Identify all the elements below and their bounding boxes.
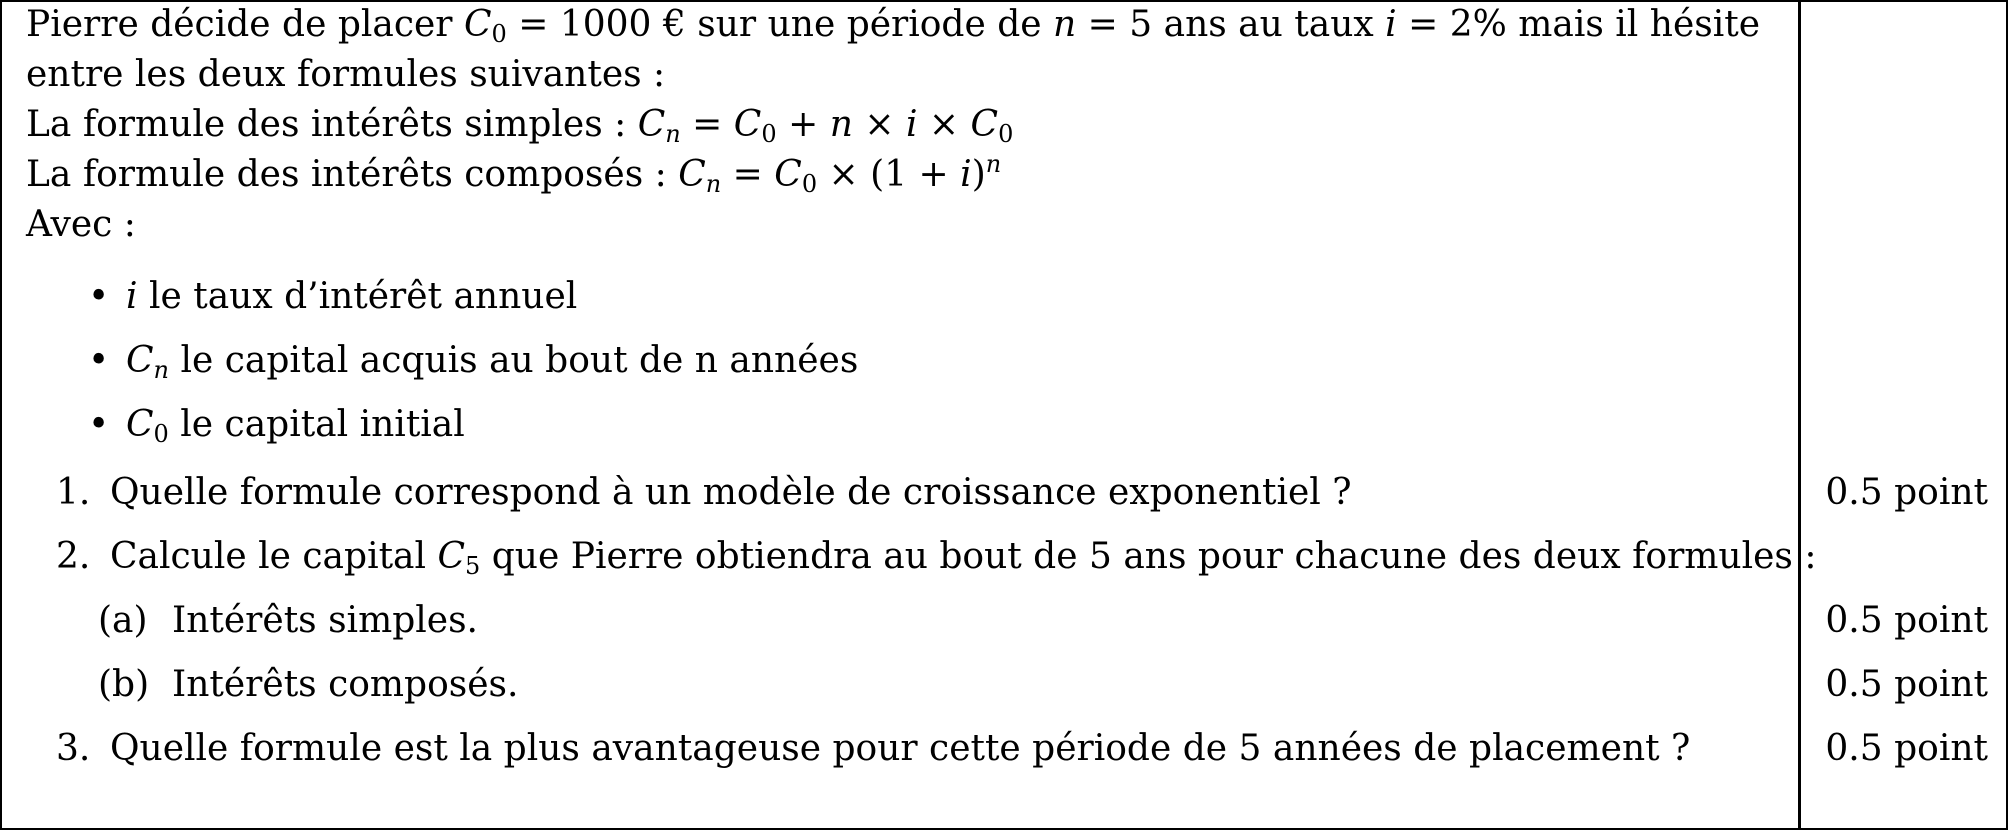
question-2 (56, 532, 1817, 582)
avec-label: Avec : (26, 204, 136, 245)
formula-subscript: 0 (761, 120, 777, 148)
question-text: que Pierre obtiendra au bout de 5 ans pour chacune des deux formules : (480, 536, 1817, 577)
subquestion-label: (a) (98, 600, 148, 641)
points-q3: 0.5 point (1825, 728, 1988, 769)
compose-formula-line (26, 150, 1001, 200)
formula-operator: + (776, 104, 830, 145)
definition-text: le taux d’intérêt annuel (137, 276, 578, 317)
intro-text: Pierre décide de placer (26, 4, 464, 45)
subquestion-text: Intérêts simples. (172, 600, 478, 641)
column-divider (1798, 0, 1801, 829)
subquestion-label: (b) (98, 664, 150, 705)
formula-subscript: 0 (998, 120, 1014, 148)
formula-operator: × (1 + (817, 154, 961, 195)
n-symbol: n (1053, 4, 1077, 45)
compose-formula-label: La formule des intérêts composés : (26, 154, 679, 195)
simple-formula-label: La formule des intérêts simples : (26, 104, 638, 145)
points-qa: 0.5 point (1825, 600, 1988, 641)
intro-line-2: entre les deux formules suivantes : (26, 54, 666, 95)
formula-symbol: i (960, 154, 972, 195)
formula-subscript: n (665, 120, 681, 148)
question-number: 3. (56, 728, 91, 769)
intro-rate: = 2% mais il hésite (1396, 4, 1761, 45)
formula-symbol: C (733, 104, 762, 145)
c0-subscript: 0 (491, 20, 507, 48)
definition-symbol: C (126, 404, 154, 445)
question-text: Calcule le capital (110, 536, 438, 577)
definition-symbol: i (126, 276, 138, 317)
question-2a (98, 596, 478, 646)
simple-formula-line (26, 100, 1013, 150)
i-symbol: i (1385, 4, 1397, 45)
question-3 (56, 724, 1691, 774)
formula-operator: × (917, 104, 971, 145)
formula-operator: = (680, 104, 734, 145)
definition-item (88, 272, 577, 322)
question-2b (98, 660, 519, 710)
question-text: Quelle formule est la plus avantageuse pour cette période de 5 années de placement ? (110, 728, 1691, 769)
intro-amount: = 1000 € sur une période de (506, 4, 1054, 45)
definition-text: le capital initial (168, 404, 465, 445)
c5-symbol: C (437, 536, 466, 577)
subquestion-text: Intérêts composés. (172, 664, 519, 705)
question-1 (56, 468, 1352, 518)
formula-symbol: i (905, 104, 918, 145)
definition-text: le capital acquis au bout de n années (169, 340, 859, 381)
definition-subscript: n (153, 356, 170, 384)
question-text: Quelle formule correspond à un modèle de croissance exponentiel ? (110, 472, 1352, 513)
definition-item (88, 336, 858, 386)
question-number: 2. (56, 536, 91, 577)
formula-symbol: n (829, 104, 853, 145)
question-number: 1. (56, 472, 91, 513)
bullet-icon: • (88, 276, 110, 317)
formula-symbol: C (678, 154, 706, 195)
intro-duration: = 5 ans au taux (1076, 4, 1386, 45)
definition-item (88, 400, 465, 450)
formula-operator: = (721, 154, 775, 195)
formula-exponent: n (985, 150, 1002, 178)
formula-subscript: n (705, 170, 722, 198)
definition-symbol: C (126, 340, 154, 381)
bullet-icon: • (88, 340, 110, 381)
points-qb: 0.5 point (1825, 664, 1988, 705)
formula-operator: ) (971, 154, 986, 195)
bullet-icon: • (88, 404, 110, 445)
c5-subscript: 5 (465, 552, 481, 580)
definition-subscript: 0 (153, 420, 169, 448)
formula-symbol: C (637, 104, 666, 145)
formula-operator: × (852, 104, 906, 145)
points-q1: 0.5 point (1825, 472, 1988, 513)
c0-symbol: C (463, 4, 492, 45)
formula-subscript: 0 (801, 170, 818, 198)
formula-symbol: C (774, 154, 802, 195)
intro-line-1 (26, 0, 1760, 50)
formula-symbol: C (970, 104, 999, 145)
